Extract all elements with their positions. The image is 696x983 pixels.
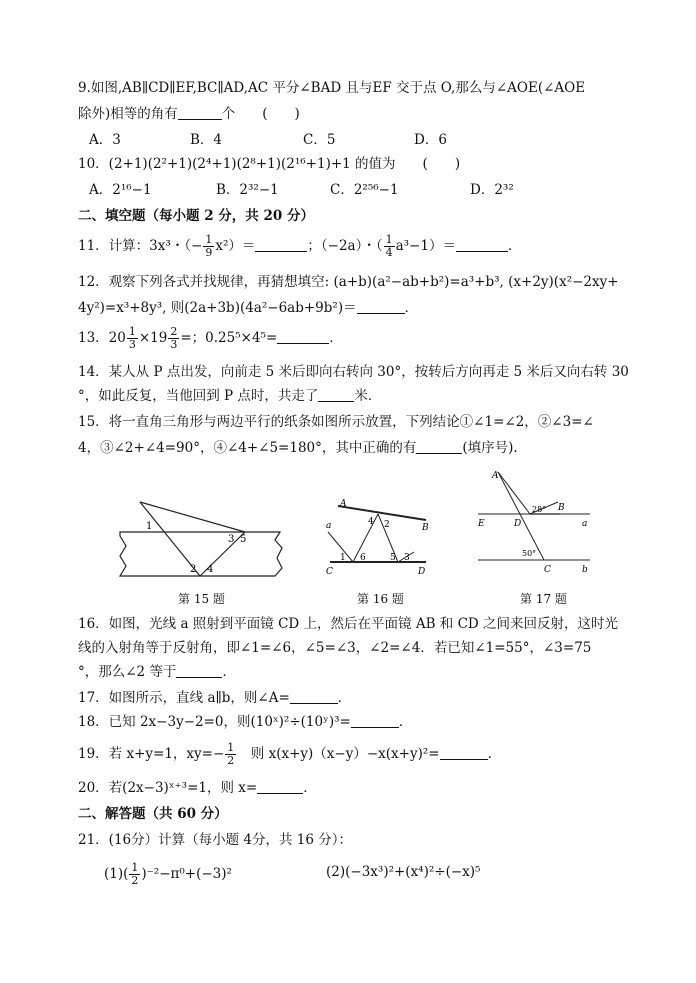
q13-part-c: =；0.25⁵×4⁵= xyxy=(180,330,278,346)
fig16-label-1: 1 xyxy=(340,553,346,563)
fraction: $\frac{1}{2}$ xyxy=(131,861,139,887)
q21-text: 21．(16分）计算（每小题 4分，共 16 分）： xyxy=(78,832,353,848)
q9-line2 xyxy=(78,104,300,124)
fig15-label-5: 5 xyxy=(240,534,247,545)
q19-part-a: 19．若 x+y=1，xy=− xyxy=(78,746,225,762)
fig17-label-D: D xyxy=(514,519,522,529)
answer-blank xyxy=(357,299,405,314)
q13-part-a: 13．20 xyxy=(78,330,126,346)
fig17-label-28: 28° xyxy=(532,505,547,514)
fig16-label-2: 2 xyxy=(384,520,390,530)
q10-option-b: B．2³²−1 xyxy=(216,182,279,198)
fig15-label-2: 2 xyxy=(190,564,197,575)
q16-line1: 16．如图，光线 a 照射到平面镜 CD 上，然后在平面镜 AB 和 CD 之间来回反射，这时光 xyxy=(78,616,619,632)
q10-option-c: C．2²⁵⁶−1 xyxy=(330,182,399,198)
q10-text: 10．(2+1)(2²+1)(2⁴+1)(2⁸+1)(2¹⁶+1)+1 的值为 ( ) xyxy=(78,156,461,172)
q13-end: ． xyxy=(329,330,343,346)
fraction: $\frac{2}{3}$ xyxy=(170,325,178,351)
fig16-label-3: 3 xyxy=(404,553,410,563)
q20 xyxy=(78,778,317,798)
q9-option-a: A．3 xyxy=(89,132,121,148)
fig17-label-E: E xyxy=(478,519,485,529)
q11-part-a: 11．计算：3x³・（− xyxy=(78,238,203,254)
figure-16-diagram xyxy=(318,494,434,584)
q17 xyxy=(78,688,351,708)
fraction: $\frac{1}{3}$ xyxy=(128,325,136,351)
fig17-label-50: 50° xyxy=(522,549,537,558)
q13-part-b: ×19 xyxy=(138,330,168,346)
answer-blank xyxy=(290,689,338,704)
answer-blank xyxy=(178,105,222,120)
fig16-label-5: 5 xyxy=(390,553,396,563)
q19 xyxy=(78,742,501,767)
q16-end: ． xyxy=(222,664,236,680)
q15-end: (填序号). xyxy=(462,440,518,456)
figure-15-diagram xyxy=(110,496,290,582)
fig16-label-D: D xyxy=(418,567,426,577)
q9-text: 除外)相等的角有 xyxy=(78,106,178,122)
answer-blank xyxy=(257,779,303,794)
q12-line1: 12．观察下列各式并找规律，再猜想填空: (a+b)(a²−ab+b²)=a³+b³, (x+2y)(x²−2xy+ xyxy=(78,274,619,290)
fig17-label-b: b xyxy=(582,565,588,575)
q12-end: ． xyxy=(404,300,419,316)
fig16-label-B: B xyxy=(422,523,429,533)
fraction: $\frac{1}{2}$ xyxy=(227,741,235,767)
q19-end: ． xyxy=(487,746,502,762)
q11 xyxy=(78,234,521,259)
q20-end: ． xyxy=(303,780,317,796)
q20-text: 20．若(2x−3)ˣ⁺³=1，则 x= xyxy=(78,780,258,796)
q18 xyxy=(78,712,412,732)
answer-blank xyxy=(277,329,329,344)
section-heading-solve: 二、解答题（共 60 分） xyxy=(78,806,228,822)
q12-text: 4y²)=x³+8y³, 则(2a+3b)(4a²−6ab+9b²)＝ xyxy=(78,300,357,316)
q9-option-b: B．4 xyxy=(190,132,223,148)
q11-part-c: ；（−2a）・（ xyxy=(307,238,383,254)
figure-17-caption: 第 17 题 xyxy=(520,592,567,606)
fig17-label-C: C xyxy=(544,565,551,575)
fraction: $\frac{1}{9}$ xyxy=(205,233,213,259)
fig16-label-a: a xyxy=(326,521,332,531)
q11-part-e: ． xyxy=(507,238,522,254)
fig15-label-4: 4 xyxy=(207,564,214,575)
q17-end: ． xyxy=(337,690,352,706)
fig16-label-6: 6 xyxy=(360,553,366,563)
q19-part-b: 则 x(x+y)（x−y）−x(x+y)²= xyxy=(237,746,440,762)
q14-line2 xyxy=(78,386,381,406)
q9-paren: 个 ( ) xyxy=(221,106,300,122)
q14-line1: 14．某人从 P 点出发，向前走 5 米后即向右转向 30°，按转后方向再走 5 米后又向右转 30 xyxy=(78,364,629,380)
q15-text: 4，③∠2+∠4=90°，④∠4+∠5=180°，其中正确的有 xyxy=(78,440,417,456)
answer-blank xyxy=(255,237,307,252)
figure-15-caption: 第 15 题 xyxy=(178,592,225,606)
q21-p1-b: )⁻²−π⁰+(−3)² xyxy=(141,866,232,882)
answer-blank xyxy=(456,237,508,252)
fig17-label-a: a xyxy=(582,519,588,529)
q17-text: 17．如图所示，直线 a∥b，则∠A= xyxy=(78,690,290,706)
fig17-label-A: A xyxy=(492,471,499,481)
q10-option-a: A．2¹⁶−1 xyxy=(89,182,152,198)
fig16-label-C: C xyxy=(326,567,333,577)
q11-part-b: x²）＝ xyxy=(215,238,256,254)
answer-blank xyxy=(176,663,222,678)
q14-end: 米． xyxy=(354,388,382,404)
q9-line1: 9.如图,AB∥CD∥EF,BC∥AD,AC 平分∠BAD 且与EF 交于点 O,那么与∠AOE(∠AOE xyxy=(78,80,586,96)
q14-text: °，如此反复，当他回到 P 点时，共走了 xyxy=(78,388,319,404)
answer-blank xyxy=(440,745,488,760)
fig15-label-3: 3 xyxy=(228,534,235,545)
fig16-label-A: A xyxy=(340,499,347,509)
figure-16-caption: 第 16 题 xyxy=(357,592,404,606)
fig16-label-4: 4 xyxy=(368,517,374,527)
q15-line2 xyxy=(78,438,518,458)
q9-option-c: C．5 xyxy=(303,132,336,148)
q18-text: 18．已知 2x−3y−2=0，则(10ˣ)²÷(10ʸ)³= xyxy=(78,714,351,730)
q16-line3 xyxy=(78,662,236,682)
q9-option-d: D．6 xyxy=(414,132,447,148)
fig17-label-B: B xyxy=(558,503,565,513)
fraction: $\frac{1}{4}$ xyxy=(385,233,393,259)
section-heading-fill-in: 二、填空题（每小题 2 分，共 20 分） xyxy=(78,208,314,224)
q21-p1-a: (1)( xyxy=(104,866,129,882)
answer-blank xyxy=(318,387,354,402)
fig15-label-1: 1 xyxy=(146,521,153,532)
answer-blank xyxy=(351,713,399,728)
q18-end: ． xyxy=(398,714,413,730)
q10-option-d: D．2³² xyxy=(470,182,514,198)
figure-17-diagram xyxy=(474,466,594,582)
q21-part-2: (2)(−3x³)²+(x⁴)²÷(−x)⁵ xyxy=(326,864,481,880)
q12-line2 xyxy=(78,298,418,318)
answer-blank xyxy=(416,439,462,454)
q21-part-1 xyxy=(104,862,232,887)
q13 xyxy=(78,326,343,351)
q16-line2: 线的入射角等于反射角，即∠1=∠6，∠5=∠3，∠2=∠4．若已知∠1=55°，∠3=75 xyxy=(78,640,592,656)
q15-line1: 15．将一直角三角形与两边平行的纸条如图所示放置，下列结论①∠1=∠2，②∠3=∠ xyxy=(78,414,594,430)
q16-text: °，那么∠2 等于 xyxy=(78,664,177,680)
q11-part-d: a³−1）＝ xyxy=(395,238,456,254)
